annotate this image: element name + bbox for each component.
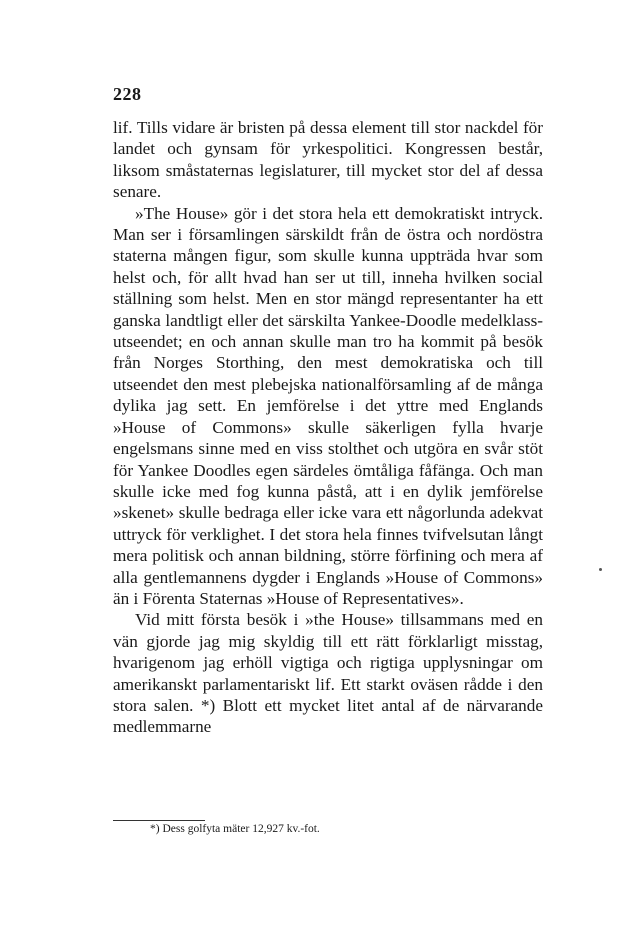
footnote: *) Dess golfyta mäter 12,927 kv.-fot. xyxy=(150,823,320,835)
footnote-divider xyxy=(113,820,205,821)
page-number: 228 xyxy=(113,84,142,104)
paragraph-1: lif. Tills vidare är bristen på dessa element till stor nackdel för landet och gynsam för yrkespolitici. Kongressen består, liksom småstaternas legislaturer, till mycket stor del af dessa senare. xyxy=(113,118,543,202)
body-text xyxy=(113,117,543,738)
paragraph-3: Vid mitt första besök i »the House» tillsammans med en vän gjorde jag mig skyldig till ett rätt förklarligt misstag, hvarigenom jag erhöll vigtiga och rigtiga upplysningar om amerikanskt parlamentariskt lif. Ett starkt oväsen rådde i den stora salen. *) Blott ett mycket litet antal af de närvarande medlemmarne xyxy=(113,610,543,737)
margin-speck xyxy=(599,568,602,571)
paragraph-2: »The House» gör i det stora hela ett demokratiskt intryck. Man ser i församlingen särskildt från de östra och nordöstra staterna mången figur, som skulle kunna uppträda hvar som helst och, för allt hvad han ser ut till, inneha hvilken social ställning som helst. Men en stor mängd representanter ha ett ganska landtligt eller det särskilta Yankee-Doodle medelklass-utseendet; en och annan skulle man tro ha kommit på besök från Norges Storthing, den mest demokratiska och till utseendet den mest plebejska nationalförsamling af de många dylika jag sett. En jemförelse i det yttre med Englands »House of Commons» skulle säkerligen fylla hvarje engelsmans sinne med en viss stolthet och utgöra en svår stöt för Yankee Doodles egen särdeles ömtåliga fåfänga. Och man skulle icke med fog kunna påstå, att i en dylik jemförelse »skenet» skulle bedraga eller icke vara ett någorlunda adekvat uttryck för verklighet. I det stora hela finnes tvifvelsutan långt mera politisk och annan bildning, större förfining och mera af alla gentlemannens dygder i Englands »House of Commons» än i Förenta Staternas »House of Representatives». xyxy=(113,203,543,608)
